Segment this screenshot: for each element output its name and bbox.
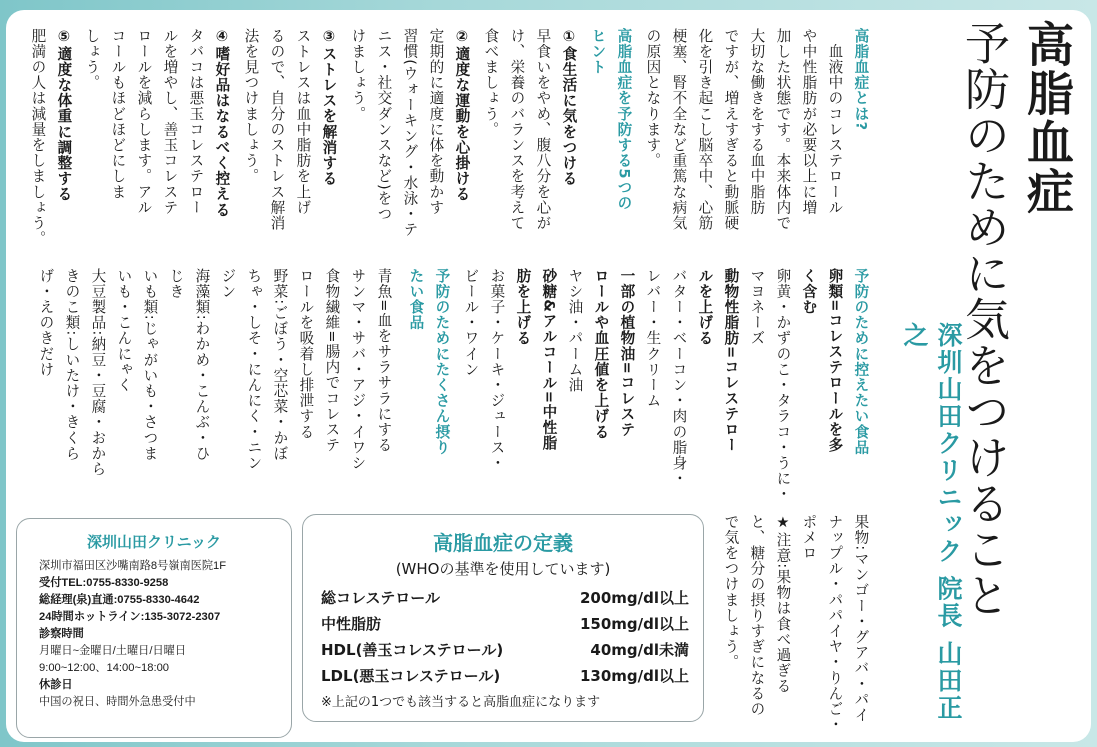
body-text: コールもほどほどにしま (109, 28, 127, 200)
hint-heading-5: ⑤適度な体重に調整する (55, 28, 73, 202)
section-heading-five-hints: 高脂血症を予防する5つの (615, 28, 633, 211)
food-list: げ・えのきだけ (37, 268, 55, 378)
food-list-fruit: ナップル・パパイヤ・りんご・ (826, 514, 844, 733)
body-text: 化を引き起こし脳卒中、心筋 (696, 28, 714, 231)
food-list-fruit: ポメロ (800, 514, 818, 561)
hint-heading-3: ③ストレスを解消する (320, 28, 338, 187)
definition-value: 40mg/dl未満 (590, 641, 689, 659)
food-list: レバー・生クリーム (644, 268, 662, 409)
definition-label: LDL(悪玉コレステロール) (321, 667, 501, 685)
food-list: ちゃ・しそ・にんにく・ニン (245, 268, 263, 471)
clinic-hours-days: 月曜日~金曜日/土曜日/日曜日 (39, 645, 187, 657)
body-text: 加した状態です。本来体内で (774, 28, 792, 231)
clinic-holiday: 中国の祝日、時間外急患受付中 (39, 696, 196, 708)
definition-label: 総コレステロール (321, 589, 440, 607)
body-text: け、栄養のバランスを考えて (508, 28, 526, 231)
body-text: ロールを減らします。アル (135, 28, 153, 216)
hint-heading-2: ②適度な運動を心掛ける (453, 28, 471, 202)
hint-heading-1: ①食生活に気をつける (560, 28, 578, 187)
food-category: く含む (800, 268, 818, 315)
clinic-hours-label: 診察時間 (39, 628, 84, 640)
body-text: るので、自分のストレス解消 (268, 28, 286, 231)
definition-value: 200mg/dl以上 (579, 589, 689, 607)
definition-value: 150mg/dl以上 (579, 615, 689, 633)
caution-note: と、糖分の摂りすぎになるの (748, 514, 766, 717)
food-category: ルを上げる (696, 268, 714, 346)
section-heading-recommended-foods: 予防のためにたくさん摂り (433, 268, 451, 456)
clinic-hotline: 24時間ホットライン:135-3072-2307 (39, 611, 221, 623)
food-list: いも・こんにゃく (115, 268, 133, 393)
food-list: サンマ・サバ・アジ・イワシ (349, 268, 367, 471)
definition-subtitle: (WHOの基準を使用しています) (395, 560, 611, 578)
body-text: ルを増やし、善玉コレステ (161, 28, 179, 216)
definition-box (302, 514, 704, 722)
clinic-holiday-label: 休診日 (39, 679, 73, 691)
page-subtitle: 予防のために気をつけること (957, 20, 1010, 618)
body-text: ですが、増えすぎると動脈硬 (722, 28, 740, 231)
definition-label: HDL(善玉コレステロール) (321, 641, 504, 659)
clinic-info-title: 深圳山田クリニック (86, 533, 222, 551)
body-text: 定期的に適度に体を動かす (427, 28, 445, 216)
page-title: 高脂血症 (1019, 20, 1074, 216)
caution-note: で気をつけましょう。 (722, 514, 740, 670)
body-text: ストレスは血中脂肪を上げ (294, 28, 312, 216)
body-text: や中性脂肪が必要以上に増 (800, 28, 818, 216)
food-list: マヨネーズ (748, 268, 766, 346)
clinic-manager-tel: 総経理(泉)直通:0755-8330-4642 (39, 594, 200, 606)
food-list: 卵黄・かずのこ・タラコ・うに・ (774, 268, 792, 502)
clinic-reception-tel: 受付TEL:0755-8330-9258 (39, 577, 169, 589)
body-text: 大切な働きをする血中脂肪 (748, 28, 766, 216)
hint-heading-4: ④嗜好品はなるべく控える (213, 28, 231, 218)
food-list: 食物繊維=腸内でコレステ (323, 268, 341, 453)
food-list: いも類:じゃがいも・さつま (141, 268, 159, 462)
food-category: ロールや血圧値を上げる (592, 268, 610, 440)
food-list: じき (167, 268, 185, 300)
food-category: 動物性脂肪=コレステロー (722, 268, 740, 453)
definition-value: 130mg/dl以上 (579, 667, 689, 685)
food-list: 野菜:ごぼう・空芯菜・かぼ (271, 268, 289, 462)
food-category: 卵類=コレステロールを多 (826, 268, 844, 453)
food-list: きのこ類:しいたけ・きくら (63, 268, 81, 462)
body-text: タバコは悪玉コレステロー (187, 28, 205, 216)
clinic-doctor-name: 深圳山田クリニック 院長 山田正之 (900, 322, 963, 722)
food-category: 砂糖&アルコール=中性脂 (540, 268, 558, 451)
definition-row (303, 585, 703, 611)
food-list: ロールを吸着し排泄する (297, 268, 315, 440)
definition-row (303, 637, 703, 663)
clinic-address: 深圳市福田区沙嘴南路8号嶺南医院1F (39, 560, 227, 572)
definition-row (303, 611, 703, 637)
definition-note: ※上記の1つでも該当すると高脂血症になります (321, 695, 601, 710)
clinic-info-box (16, 518, 292, 738)
body-text: 肥満の人は減量をしましょう。 (29, 28, 47, 247)
body-text: 食べましょう。 (482, 28, 500, 138)
definition-title: 高脂血症の定義 (433, 531, 573, 555)
body-text: 法を見つけましょう。 (242, 28, 260, 184)
food-list-fruit: 果物:マンゴー・グアバ・パイ (852, 514, 870, 723)
food-list: バター・ベーコン・肉の脂身・ (670, 268, 688, 487)
caution-note: ★注意:果物は食べ過ぎる (774, 514, 792, 694)
body-text: の原因となります。 (644, 28, 662, 169)
section-heading-five-hints: ヒント (589, 28, 607, 75)
food-list: 大豆製品:納豆・豆腐・おから (89, 268, 107, 477)
section-heading-avoid-foods: 予防のために控えたい食品 (852, 268, 870, 456)
clinic-hours-time: 9:00~12:00、14:00~18:00 (39, 662, 170, 674)
food-category: 肪を上げる (514, 268, 532, 346)
food-list: ビール・ワイン (462, 268, 480, 378)
definition-row (303, 663, 703, 689)
definition-label: 中性脂肪 (321, 615, 382, 633)
section-heading-what-is: 高脂血症とは? (852, 28, 870, 132)
food-list: ヤシ油・パーム油 (566, 268, 584, 393)
body-text: しょう。 (83, 28, 101, 91)
body-text: 習慣(ウォーキング・水泳・テ (401, 28, 419, 238)
body-text: 梗塞、腎不全など重篤な病気 (670, 28, 688, 231)
section-heading-recommended-foods: たい食品 (407, 268, 425, 331)
body-text: けましょう。 (349, 28, 367, 122)
food-list: 青魚=血をサラサラにする (375, 268, 393, 453)
body-text: ニス・社交ダンスなど)をつ (375, 28, 393, 222)
food-list: 海藻類:わかめ・こんぶ・ひ (193, 268, 211, 462)
food-list: ジン (219, 268, 237, 300)
body-text: 早食いをやめ、腹八分を心が (534, 28, 552, 231)
food-list: お菓子・ケーキ・ジュース・ (488, 268, 506, 471)
body-text: 血液中のコレステロール (826, 28, 844, 216)
food-category: 一部の植物油=コレステ (618, 268, 636, 438)
